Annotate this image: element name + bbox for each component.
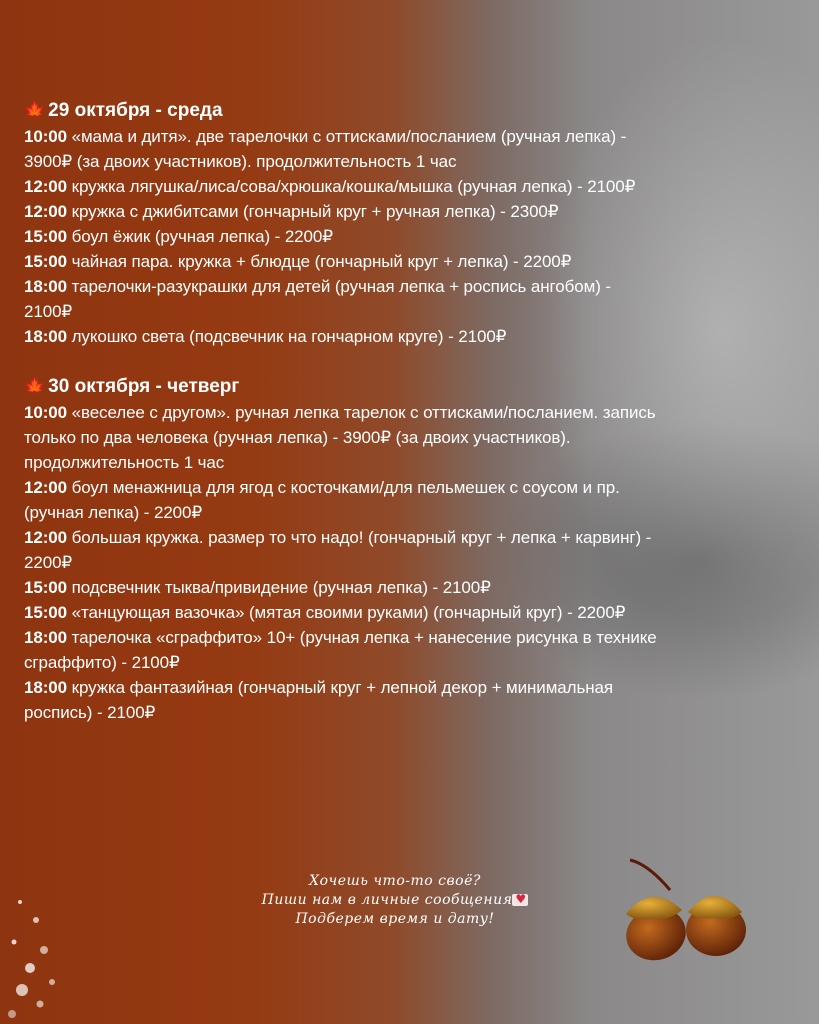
- entry-time: 15:00: [24, 252, 67, 271]
- entry-text: лукошко света (подсвечник на гончарном круге) - 2100₽: [66, 327, 507, 346]
- day-entries: [24, 124, 814, 349]
- schedule-entry: [24, 525, 814, 550]
- schedule-entry: [24, 675, 814, 700]
- schedule-entry: [24, 224, 814, 249]
- entry-time: 12:00: [24, 177, 67, 196]
- schedule-entry: [24, 650, 814, 675]
- entry-text: продолжительность 1 час: [24, 453, 225, 472]
- entry-time: 12:00: [24, 478, 67, 497]
- schedule-entry: [24, 450, 814, 475]
- day-title: 🍁 30 октября - четверг: [24, 376, 240, 397]
- schedule-entry: [24, 299, 814, 324]
- entry-time: 10:00: [24, 403, 67, 422]
- schedule-entry: [24, 174, 814, 199]
- schedule-entry: [24, 550, 814, 575]
- entry-text: чайная пара. кружка + блюдце (гончарный круг + лепка) - 2200₽: [66, 252, 572, 271]
- schedule-entry: [24, 249, 814, 274]
- footer-line-3: Подберем время и дату!: [295, 911, 495, 927]
- footer-note: [230, 872, 560, 929]
- schedule-entry: [24, 425, 814, 450]
- entry-text: тарелочка «сграффито» 10+ (ручная лепка + нанесение рисунка в технике: [66, 628, 657, 647]
- entry-text: 2200₽: [24, 553, 73, 572]
- schedule-entry: [24, 625, 814, 650]
- schedule-entry: [24, 274, 814, 299]
- schedule-entry: [24, 324, 814, 349]
- entry-text: только по два человека (ручная лепка) - 3900₽ (за двоих участников).: [24, 428, 571, 447]
- entry-text: сграффито) - 2100₽: [24, 653, 180, 672]
- entry-text: подсвечник тыква/привидение (ручная лепка) - 2100₽: [66, 578, 491, 597]
- schedule-entry: [24, 149, 814, 174]
- entry-text: кружка с джибитсами (гончарный круг + ручная лепка) - 2300₽: [66, 202, 559, 221]
- entry-text: «веселее с другом». ручная лепка тарелок с оттисками/посланием. запись: [66, 403, 656, 422]
- entry-time: 15:00: [24, 578, 67, 597]
- spacer: [24, 349, 814, 374]
- entry-time: 15:00: [24, 603, 67, 622]
- entry-time: 15:00: [24, 227, 67, 246]
- entry-text: тарелочки-разукрашки для детей (ручная лепка + роспись ангобом) -: [66, 277, 611, 296]
- schedule-entry: [24, 124, 814, 149]
- entry-text: большая кружка. размер то что надо! (гончарный круг + лепка + карвинг) -: [66, 528, 652, 547]
- love-letter-icon: [512, 894, 528, 906]
- day-title: 🍁 29 октября - среда: [24, 100, 223, 121]
- entry-text: боул менажница для ягод с косточками/для пельмешек с соусом и пр.: [66, 478, 620, 497]
- entry-text: 3900₽ (за двоих участников). продолжительность 1 час: [24, 152, 457, 171]
- schedule-entry: [24, 575, 814, 600]
- entry-time: 12:00: [24, 528, 67, 547]
- schedule-entry: [24, 400, 814, 425]
- entry-text: «танцующая вазочка» (мятая своими руками) (гончарный круг) - 2200₽: [66, 603, 626, 622]
- schedule-entry: [24, 475, 814, 500]
- maple-leaf-icon: 🍁: [24, 377, 46, 396]
- day-block-2: [24, 374, 814, 725]
- footer-line-2: Пиши нам в личные сообщения♥: [230, 891, 560, 910]
- entry-time: 12:00: [24, 202, 67, 221]
- entry-text: боул ёжик (ручная лепка) - 2200₽: [66, 227, 333, 246]
- entry-time: 18:00: [24, 628, 67, 647]
- entry-time: 18:00: [24, 327, 67, 346]
- paint-splatter-icon: [0, 880, 90, 1024]
- entry-text: 2100₽: [24, 302, 73, 321]
- day-block-1: [24, 98, 814, 349]
- entry-text: кружка лягушка/лиса/сова/хрюшка/кошка/мышка (ручная лепка) - 2100₽: [66, 177, 636, 196]
- schedule: [24, 98, 814, 725]
- day-entries: [24, 400, 814, 725]
- entry-time: 18:00: [24, 678, 67, 697]
- entry-text: (ручная лепка) - 2200₽: [24, 503, 203, 522]
- acorn-icon: [618, 852, 758, 967]
- entry-time: 18:00: [24, 277, 67, 296]
- schedule-entry: [24, 199, 814, 224]
- footer-line-1: Хочешь что-то своё?: [309, 873, 481, 889]
- schedule-entry: [24, 600, 814, 625]
- schedule-entry: [24, 500, 814, 525]
- schedule-entry: [24, 700, 814, 725]
- entry-text: кружка фантазийная (гончарный круг + лепной декор + минимальная: [66, 678, 613, 697]
- entry-time: 10:00: [24, 127, 67, 146]
- maple-leaf-icon: 🍁: [24, 101, 46, 120]
- entry-text: «мама и дитя». две тарелочки с оттисками/посланием (ручная лепка) -: [66, 127, 627, 146]
- entry-text: роспись) - 2100₽: [24, 703, 156, 722]
